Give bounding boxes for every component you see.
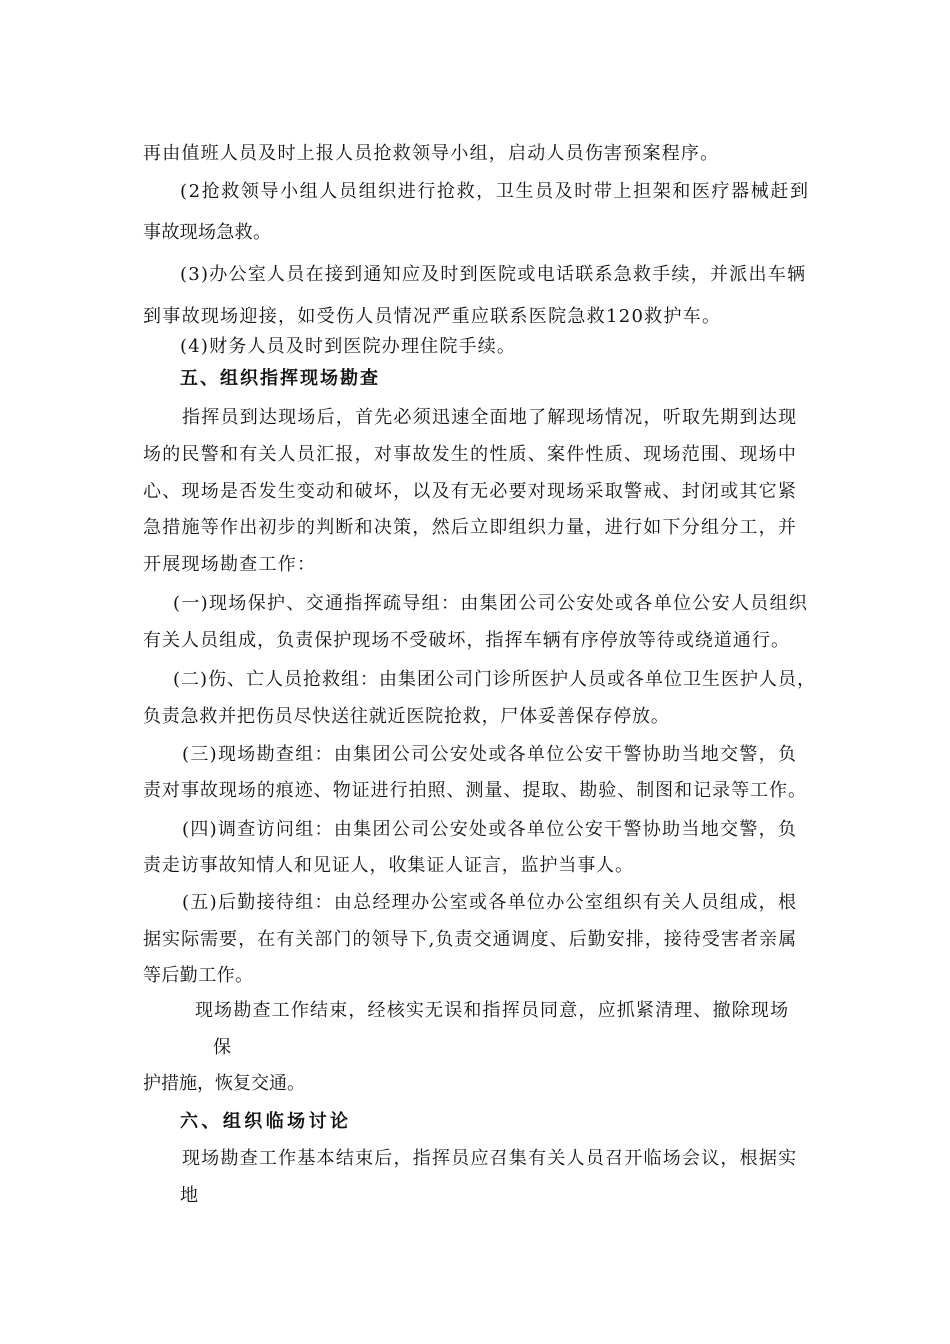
paragraph-line: (3)办公室人员在接到通知应及时到医院或电话联系急救手续，并派出车辆 <box>180 264 807 285</box>
paragraph-line: (五)后勤接待组：由总经理办公室或各单位办公室组织有关人员组成，根 <box>182 892 798 913</box>
paragraph-line: (4)财务人员及时到医院办理住院手续。 <box>180 336 517 357</box>
paragraph-line: 现场勘查工作结束，经核实无误和指挥员同意，应抓紧清理、撤除现场 <box>195 1000 790 1021</box>
paragraph-line: 责对事故现场的痕迹、物证进行拍照、测量、提取、勘验、制图和记录等工作。 <box>143 780 807 801</box>
paragraph-line: 指挥员到达现场后，首先必须迅速全面地了解现场情况，听取先期到达现 <box>182 407 798 428</box>
paragraph-line: 有关人员组成，负责保护现场不受破坏，指挥车辆有序停放等待或绕道通行。 <box>143 630 791 651</box>
paragraph-line: (三)现场勘查组：由集团公司公安处或各单位公安干警协助当地交警，负 <box>182 744 798 765</box>
paragraph-line: 事故现场急救。 <box>143 222 272 243</box>
paragraph-line: (四)调查访问组：由集团公司公安处或各单位公安干警协助当地交警，负 <box>182 819 798 840</box>
paragraph-line: 保 <box>213 1037 231 1058</box>
paragraph-line: (一)现场保护、交通指挥疏导组：由集团公司公安处或各单位公安人员组织 <box>173 593 809 614</box>
paragraph-line: 心、现场是否发生变动和破坏，以及有无必要对现场采取警戒、封闭或其它紧 <box>143 481 798 502</box>
paragraph-line: 再由值班人员及时上报人员抢救领导小组，启动人员伤害预案程序。 <box>143 143 720 164</box>
paragraph-line: 护措施，恢复交通。 <box>143 1073 305 1094</box>
section-heading: 六、组织临场讨论 <box>180 1111 352 1132</box>
paragraph-line: 据实际需要，在有关部门的领导下,负责交通调度、后勤安排，接待受害者亲属 <box>143 929 798 950</box>
paragraph-line: 责走访事故知情人和见证人，收集证人证言，监护当事人。 <box>143 855 634 876</box>
paragraph-line: (二)伤、亡人员抢救组：由集团公司门诊所医护人员或各单位卫生医护人员， <box>173 669 817 690</box>
paragraph-line: 现场勘查工作基本结束后，指挥员应召集有关人员召开临场会议，根据实 <box>182 1148 798 1169</box>
paragraph-line: 场的民警和有关人员汇报，对事故发生的性质、案件性质、现场范围、现场中 <box>143 444 798 465</box>
paragraph-line: 开展现场勘查工作： <box>143 554 317 575</box>
paragraph-line: (2抢救领导小组人员组织进行抢救，卫生员及时带上担架和医疗器械赶到 <box>180 181 810 202</box>
paragraph-line: 等后勤工作。 <box>143 965 254 986</box>
section-heading: 五、组织指挥现场勘查 <box>180 368 380 389</box>
paragraph-line: 地 <box>180 1185 198 1206</box>
paragraph-line: 急措施等作出初步的判断和决策，然后立即组织力量，进行如下分组分工，并 <box>143 517 798 538</box>
paragraph-line: 负责急救并把伤员尽快送往就近医院抢救，尸体妥善保存停放。 <box>143 706 670 727</box>
paragraph-line: 到事故现场迎接，如受伤人员情况严重应联系医院急救120救护车。 <box>143 306 722 327</box>
